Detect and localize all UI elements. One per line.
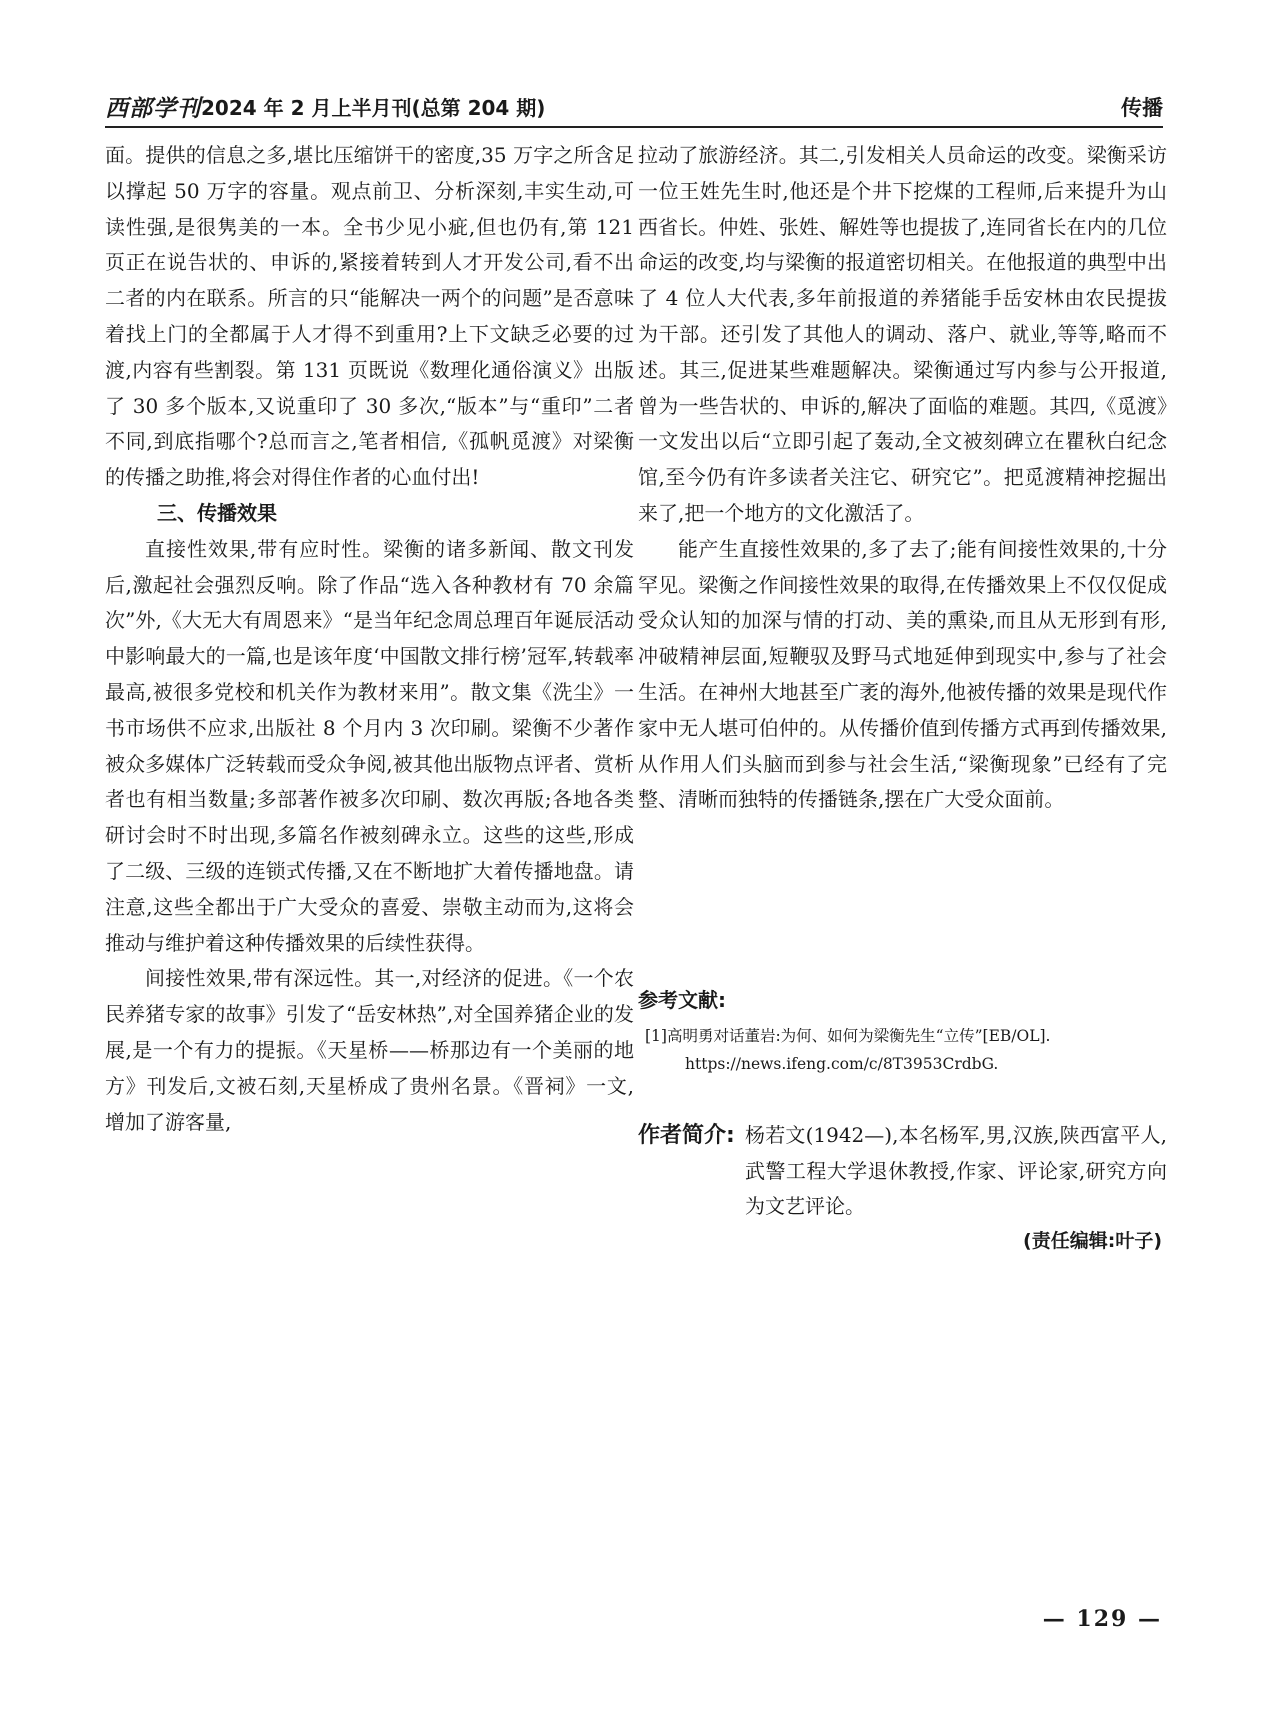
running-header (105, 86, 1163, 128)
author-bio-label: 作者简介: (638, 1123, 735, 1148)
section-heading: 三、传播效果 (157, 500, 277, 525)
reference-url: https://news.ifeng.com/c/8T3953CrdbG. (685, 1055, 999, 1073)
references-heading: 参考文献: (638, 988, 726, 1012)
body-paragraph: 拉动了旅游经济。其二,引发相关人员命运的改变。梁衡采访一位王姓先生时,他还是个井下挖煤的工程师,后来提升为山西省长。仲姓、张姓、解姓等也提拔了,连同省长在内的几位命运的改变,均与梁衡的报道密切相关。在他报道的典型中出了 4 位人大代表,多年前报道的养猪能手岳安林由农民提拔为干部。还引发了其他人的调动、落户、就业,等等,略而不述。其三,促进某些难题解决。梁衡通过写内参与公开报道,曾为一些告状的、申诉的,解决了面临的难题。其四,《觅渡》一文发出以后“立即引起了轰动,全文被刻碑立在瞿秋白纪念馆,至今仍有许多读者关注它、研究它”。把觅渡精神挖掘出来了,把一个地方的文化激活了。 (638, 143, 1167, 525)
reference-text: [1]高明勇对话董岩:为何、如何为梁衡先生“立传”[EB/OL]. (645, 1027, 1051, 1045)
author-bio-text: 杨若文(1942—),本名杨军,男,汉族,陕西富平人,武警工程大学退休教授,作家、评论家,研究方向为文艺评论。 (745, 1123, 1167, 1218)
left-column (105, 138, 634, 1140)
journal-logo: 西部学刊 (105, 95, 201, 122)
body-paragraph: 能产生直接性效果的,多了去了;能有间接性效果的,十分罕见。梁衡之作间接性效果的取得,在传播效果上不仅仅促成受众认知的加深与情的打动、美的熏染,而且从无形到有形,冲破精神层面,短鞭驭及野马式地延伸到现实中,参与了社会生活。在神州大地甚至广袤的海外,他被传播的效果是现代作家中无人堪可伯仲的。从传播价值到传播方式再到传播效果,从作用人们头脑而到参与社会生活,“梁衡现象”已经有了完整、清晰而独特的传播链条,摆在广大受众面前。 (638, 536, 1167, 812)
body-paragraph: 直接性效果,带有应时性。梁衡的诸多新闻、散文刊发后,激起社会强烈反响。除了作品“选入各种教材有 70 余篇次”外,《大无大有周恩来》“是当年纪念周总理百年诞辰活动中影响最大的一篇,也是该年度‘中国散文排行榜’冠军,转载率最高,被很多党校和机关作为教材来用”。散文集《洗尘》一书市场供不应求,出版社 8 个月内 3 次印刷。梁衡不少著作被众多媒体广泛转载而受众争阅,被其他出版物点评者、赏析者也有相当数量;多部著作被多次印刷、数次再版;各地各类研讨会时不时出现,多篇名作被刻碑永立。这些的这些,形成了二级、三级的连锁式传播,又在不断地扩大着传播地盘。请注意,这些全都出于广大受众的喜爱、崇敬主动而为,这将会推动与维护着这种传播效果的后续性获得。 (105, 536, 634, 955)
section-name: 传播 (1121, 96, 1163, 120)
issue-info: 2024 年 2 月上半月刊(总第 204 期) (201, 96, 546, 120)
reference-item (645, 1022, 1165, 1078)
right-column (638, 138, 1167, 818)
body-paragraph: 面。提供的信息之多,堪比压缩饼干的密度,35 万字之所含足以撑起 50 万字的容量。观点前卫、分析深刻,丰实生动,可读性强,是很隽美的一本。全书少见小疵,但也仍有,第 121 页正在说告状的、申诉的,紧接着转到人才开发公司,看不出二者的内在联系。所言的只“能解决一两个的问题”是否意味着找上门的全都属于人才得不到重用?上下文缺乏必要的过渡,内容有些割裂。第 131 页既说《数理化通俗演义》出版了 30 多个版本,又说重印了 30 多次,“版本”与“重印”二者不同,到底指哪个?总而言之,笔者相信,《孤帆觅渡》对梁衡的传播之助推,将会对得住作者的心血付出! (105, 143, 634, 490)
page-number: — 129 — (1042, 1606, 1162, 1632)
responsible-editor: (责任编辑:叶子) (1023, 1230, 1162, 1252)
body-paragraph: 间接性效果,带有深远性。其一,对经济的促进。《一个农民养猪专家的故事》引发了“岳安林热”,对全国养猪企业的发展,是一个有力的提振。《天星桥——桥那边有一个美丽的地方》刊发后,文被石刻,天星桥成了贵州名景。《晋祠》一文,增加了游客量, (105, 966, 634, 1134)
